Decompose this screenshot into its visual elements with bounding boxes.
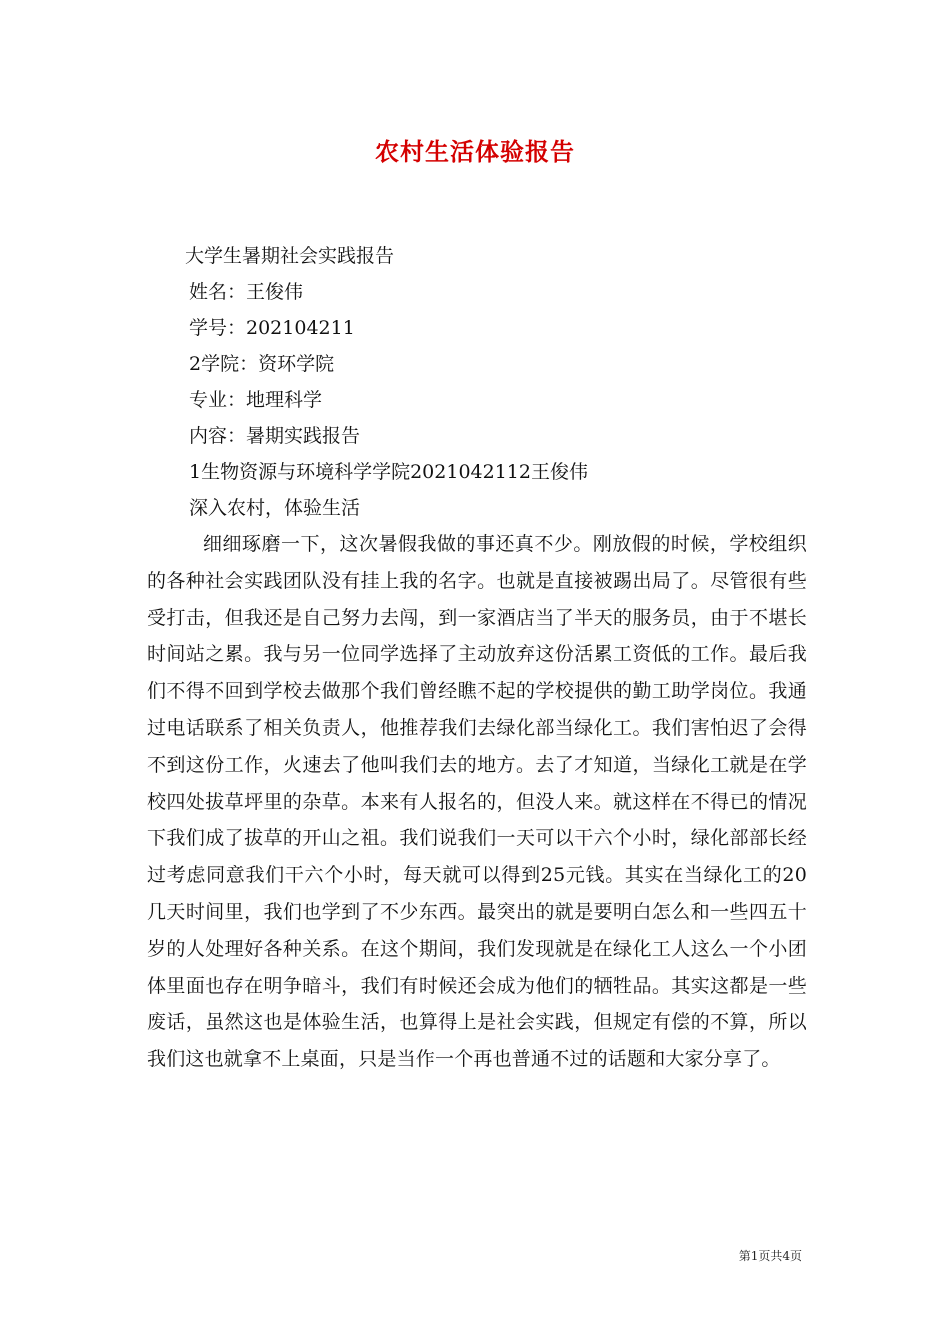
author-line: 1生物资源与环境科学学院2021042112王俊伟 — [189, 461, 588, 483]
student-id-line: 学号：202104211 — [189, 317, 355, 339]
section-heading: 深入农村，体验生活 — [189, 497, 361, 519]
college-line: 2学院：资环学院 — [189, 353, 335, 375]
body-paragraph: 细细琢磨一下，这次暑假我做的事还真不少。刚放假的时候，学校组织的各种社会实践团队没有挂上我的名字。也就是直接被踢出局了。尽管很有些受打击，但我还是自己努力去闯，到一家酒店当了半天的服务员，由于不堪长时间站之累。我与另一位同学选择了主动放弃这份活累工资低的工作。最后我们不得不回到学校去做那个我们曾经瞧不起的学校提供的勤工助学岗位。我通过电话联系了相关负责人，他推荐我们去绿化部当绿化工。我们害怕迟了会得不到这份工作，火速去了他叫我们去的地方。去了才知道，当绿化工就是在学校四处拔草坪里的杂草。本来有人报名的，但没人来。就这样在不得已的情况下我们成了拔草的开山之祖。我们说我们一天可以干六个小时，绿化部部长经过考虑同意我们干六个小时，每天就可以得到25元钱。其实在当绿化工的20几天时间里，我们也学到了不少东西。最突出的就是要明白怎么和一些四五十岁的人处理好各种关系。在这个期间，我们发现就是在绿化工人这么一个小团体里面也存在明争暗斗，我们有时候还会成为他们的牺牲品。其实这都是一些废话，虽然这也是体验生活，也算得上是社会实践，但规定有偿的不算，所以我们这也就拿不上桌面，只是当作一个再也普通不过的话题和大家分享了。 — [147, 533, 807, 1071]
major-line: 专业：地理科学 — [189, 389, 323, 411]
page-indicator: 第1页共4页 — [738, 1249, 802, 1263]
name-line: 姓名：王俊伟 — [189, 281, 304, 303]
report-type-line: 大学生暑期社会实践报告 — [185, 245, 395, 267]
document-body — [147, 238, 807, 1078]
document-title: 农村生活体验报告 — [375, 137, 575, 166]
content-line: 内容：暑期实践报告 — [189, 425, 361, 447]
